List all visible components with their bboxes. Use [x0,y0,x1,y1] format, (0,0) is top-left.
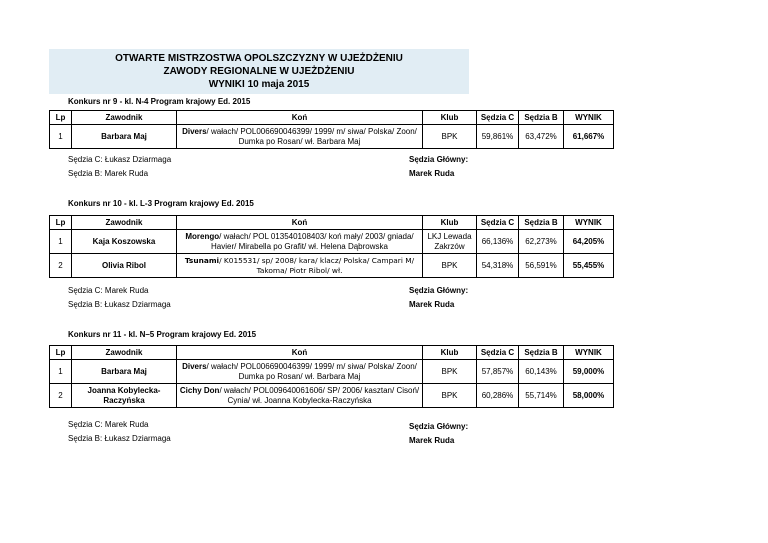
cell-club: LKJ Lewada Zakrzów [423,230,477,254]
horse-name: Cichy Don [179,385,220,395]
cell-horse [177,125,423,149]
results-date: WYNIKI 10 maja 2015 [208,79,310,90]
judges-list [68,418,171,446]
cell-judge-b: 60,143% [519,360,564,384]
col-rider: Zawodnik [72,346,177,360]
col-club: Klub [423,111,477,125]
chief-judge [409,420,468,448]
col-judge-c: Sędzia C [477,346,519,360]
horse-details: / wałach/ POL006690046399/ 1999/ m/ siwa/ Polska/ Zoon/ Dumka po Rosan/ wł. Barbara Maj [206,361,417,381]
cell-result: 55,455% [564,254,614,278]
judge-c: Sędzia C: Marek Ruda [68,420,149,429]
chief-judge-label: Sędzia Główny: [409,422,469,431]
table-row [50,384,614,408]
table-header-row [50,346,614,360]
results-table [49,345,614,408]
cell-lp: 2 [50,254,72,278]
horse-name: Tsunami [184,255,220,265]
judge-c: Sędzia C: Łukasz Dziarmaga [68,155,172,164]
cell-judge-c: 66,136% [477,230,519,254]
chief-judge [409,153,468,181]
cell-judge-c: 54,318% [477,254,519,278]
col-horse: Koń [177,346,423,360]
col-rider: Zawodnik [72,216,177,230]
cell-result: 59,000% [564,360,614,384]
cell-result: 64,205% [564,230,614,254]
col-judge-b: Sędzia B [519,346,564,360]
horse-details: / wałach/ POL006690046399/ 1999/ m/ siwa/ Polska/ Zoon/ Dumka po Rosan/ wł. Barbara Maj [206,126,417,146]
col-result: WYNIK [564,111,614,125]
judge-b: Sędzia B: Łukasz Dziarmaga [68,300,171,309]
chief-judge-name: Marek Ruda [409,436,455,445]
cell-judge-b: 63,472% [519,125,564,149]
col-judge-b: Sędzia B [519,111,564,125]
cell-rider: Barbara Maj [72,360,177,384]
col-horse: Koń [177,216,423,230]
cell-judge-c: 59,861% [477,125,519,149]
cell-horse [177,230,423,254]
table-row [50,360,614,384]
cell-lp: 1 [50,230,72,254]
cell-horse [177,254,423,278]
table-row [50,125,614,149]
col-judge-c: Sędzia C [477,216,519,230]
table-header-row [50,111,614,125]
judges-list [68,284,171,312]
cell-lp: 1 [50,360,72,384]
judge-c: Sędzia C: Marek Ruda [68,286,149,295]
cell-club: BPK [423,360,477,384]
col-lp: Lp [50,346,72,360]
chief-judge-label: Sędzia Główny: [409,286,469,295]
chief-judge-label: Sędzia Główny: [409,155,469,164]
cell-club: BPK [423,254,477,278]
cell-horse [177,360,423,384]
competition-title: Konkurs nr 10 - kl. L-3 Program krajowy Ed. 2015 [68,199,254,208]
col-result: WYNIK [564,346,614,360]
cell-result: 58,000% [564,384,614,408]
cell-rider: Kaja Koszowska [72,230,177,254]
cell-lp: 1 [50,125,72,149]
col-judge-c: Sędzia C [477,111,519,125]
chief-judge-name: Marek Ruda [409,300,455,309]
cell-club: BPK [423,384,477,408]
col-judge-b: Sędzia B [519,216,564,230]
col-club: Klub [423,216,477,230]
cell-horse [177,384,423,408]
col-result: WYNIK [564,216,614,230]
cell-judge-c: 57,857% [477,360,519,384]
results-table [49,215,614,278]
event-subtitle: ZAWODY REGIONALNE W UJEŻDŻENIU [163,66,355,77]
col-club: Klub [423,346,477,360]
event-title: OTWARTE MISTRZOSTWA OPOLSZCZYZNY W UJEŻDŻENIU [115,53,403,64]
horse-details: / K015531/ sp/ 2008/ kara/ klacz/ Polska/ Campari M/ Takoma/ Piotr Ribol/ wł. [219,255,415,275]
col-rider: Zawodnik [72,111,177,125]
results-header [49,49,469,94]
cell-rider: Joanna Kobylecka-Raczyńska [72,384,177,408]
cell-lp: 2 [50,384,72,408]
chief-judge-name: Marek Ruda [409,169,455,178]
results-table [49,110,614,149]
col-lp: Lp [50,216,72,230]
horse-name: Divers [182,126,207,136]
table-header-row [50,216,614,230]
competition-title: Konkurs nr 9 - kl. N-4 Program krajowy Ed. 2015 [68,97,251,106]
col-lp: Lp [50,111,72,125]
horse-name: Morengo [185,231,220,241]
cell-rider: Barbara Maj [72,125,177,149]
cell-judge-c: 60,286% [477,384,519,408]
cell-result: 61,667% [564,125,614,149]
competition-title: Konkurs nr 11 - kl. N–5 Program krajowy Ed. 2015 [68,330,257,339]
horse-details: / wałach/ POL009640061606/ SP/ 2006/ kasztan/ Cisoń/ Cynia/ wł. Joanna Kobylecka-Raczyńska [219,385,420,405]
table-row [50,230,614,254]
judge-b: Sędzia B: Marek Ruda [68,169,149,178]
chief-judge [409,284,468,312]
horse-details: / wałach/ POL 013540108403/ koń mały/ 2003/ gniada/ Havier/ Mirabella po Grafit/ wł. Helena Dąbrowska [211,231,414,251]
cell-club: BPK [423,125,477,149]
judge-b: Sędzia B: Łukasz Dziarmaga [68,434,171,443]
horse-name: Divers [182,361,207,371]
col-horse: Koń [177,111,423,125]
table-row [50,254,614,278]
cell-judge-b: 62,273% [519,230,564,254]
cell-rider: Olivia Ribol [72,254,177,278]
cell-judge-b: 55,714% [519,384,564,408]
cell-judge-b: 56,591% [519,254,564,278]
judges-list [68,153,171,181]
